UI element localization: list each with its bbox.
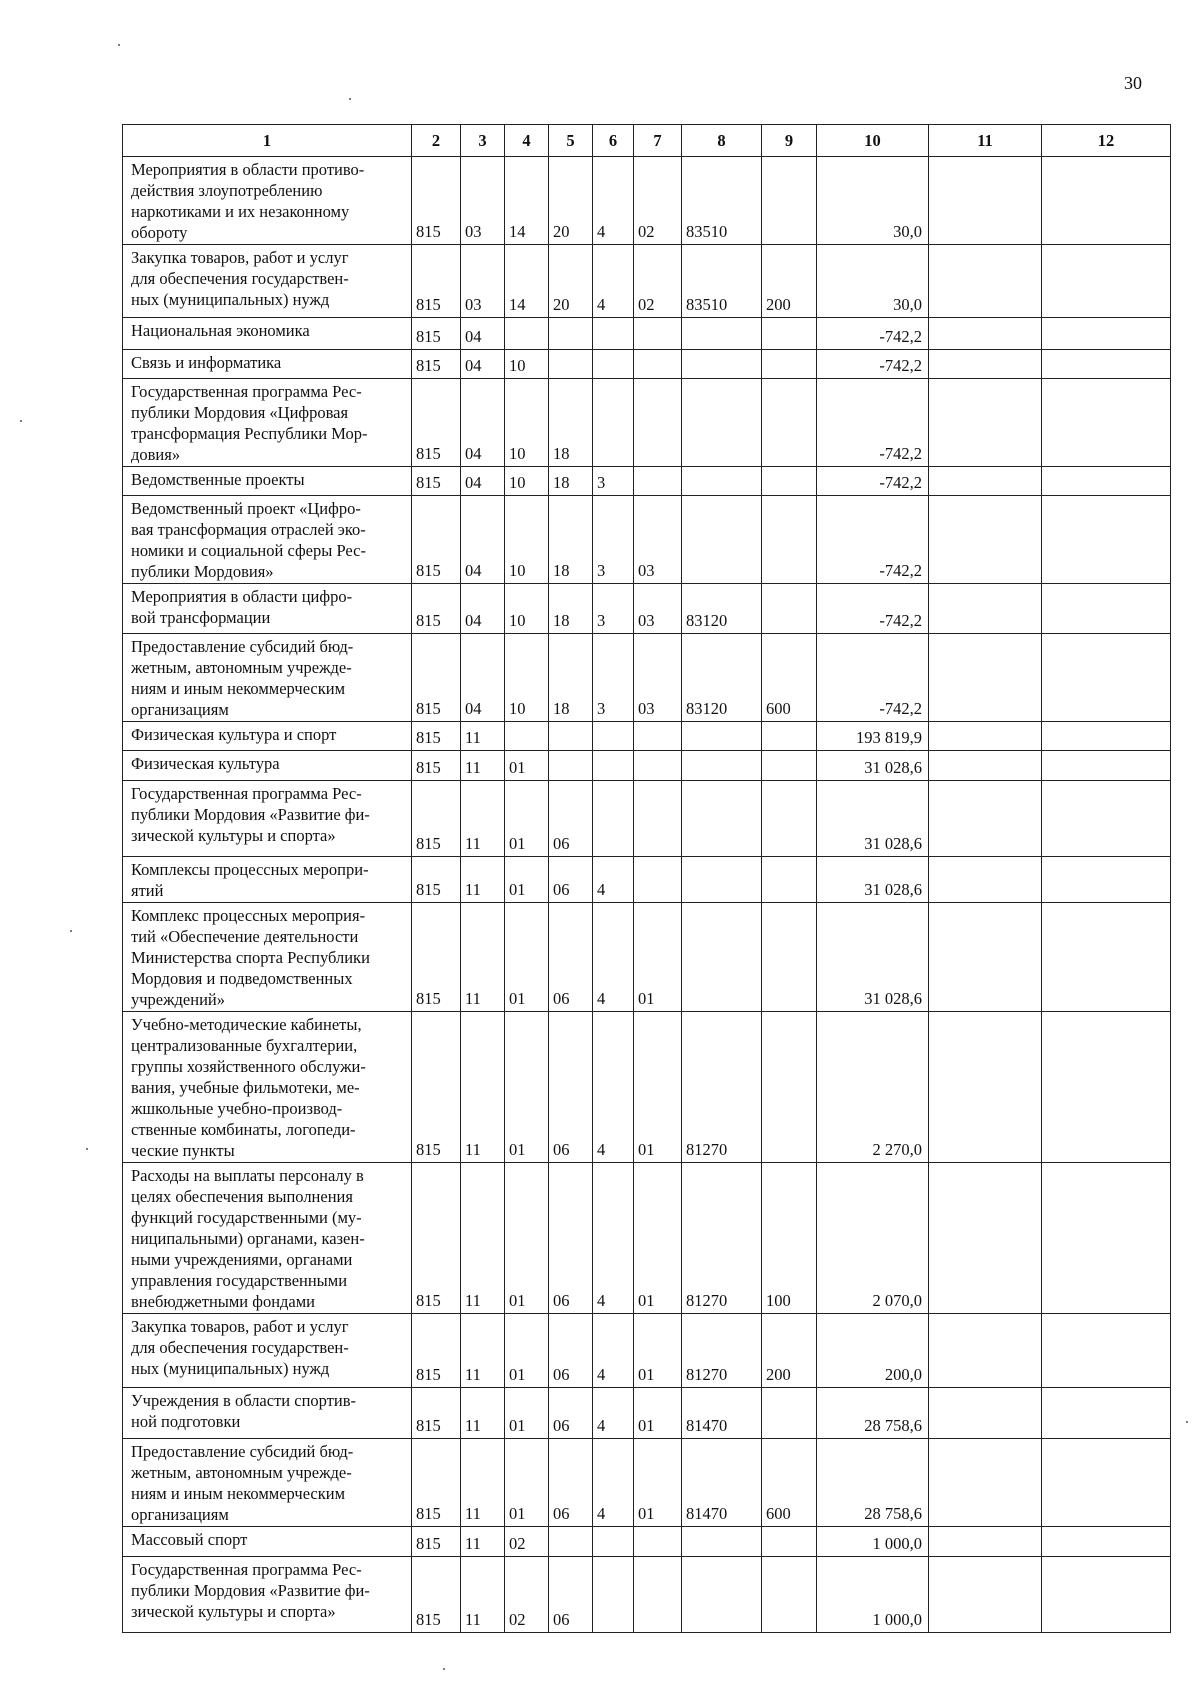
cell-col-3: 04 (461, 318, 505, 350)
cell-col-12 (1042, 1388, 1171, 1439)
cell-col-5 (549, 751, 593, 781)
cell-col-2: 815 (412, 496, 461, 584)
table-row (123, 1527, 1171, 1557)
cell-col-8 (682, 350, 762, 379)
row-name-cell: Физическая культура (123, 751, 412, 781)
cell-col-6: 3 (593, 634, 634, 722)
cell-col-11 (929, 1163, 1042, 1314)
cell-col-7: 01 (634, 903, 682, 1012)
cell-col-7 (634, 379, 682, 467)
cell-col-12 (1042, 857, 1171, 903)
row-name-cell: Физическая культура и спорт (123, 722, 412, 751)
cell-col-4: 10 (505, 584, 549, 634)
cell-col-12 (1042, 634, 1171, 722)
cell-col-5: 06 (549, 1163, 593, 1314)
cell-col-7: 01 (634, 1314, 682, 1388)
scan-speck (118, 44, 120, 46)
cell-col-4: 02 (505, 1557, 549, 1633)
cell-col-12 (1042, 379, 1171, 467)
cell-col-11 (929, 1012, 1042, 1163)
cell-col-11 (929, 1557, 1042, 1633)
cell-col-9: 600 (762, 634, 817, 722)
cell-col-4: 10 (505, 379, 549, 467)
cell-col-3: 11 (461, 1388, 505, 1439)
cell-col-11 (929, 496, 1042, 584)
cell-col-12 (1042, 903, 1171, 1012)
cell-col-5: 06 (549, 1012, 593, 1163)
table-row (123, 722, 1171, 751)
table-row (123, 584, 1171, 634)
cell-col-4: 14 (505, 245, 549, 318)
cell-col-3: 11 (461, 857, 505, 903)
cell-col-5: 06 (549, 1314, 593, 1388)
cell-col-6: 4 (593, 245, 634, 318)
row-name-cell: Ведомственный проект «Цифро- вая трансформация отраслей эко- номики и социальной сферы Рес- публики Мордовия» (123, 496, 412, 584)
cell-col-3: 11 (461, 722, 505, 751)
cell-col-9 (762, 1012, 817, 1163)
cell-col-10: 28 758,6 (817, 1439, 929, 1527)
table-row (123, 634, 1171, 722)
cell-col-8 (682, 781, 762, 857)
cell-col-2: 815 (412, 634, 461, 722)
cell-col-3: 03 (461, 245, 505, 318)
cell-col-5 (549, 722, 593, 751)
column-header: 9 (762, 125, 817, 157)
cell-col-3: 03 (461, 157, 505, 245)
cell-col-6: 4 (593, 1163, 634, 1314)
cell-col-11 (929, 903, 1042, 1012)
cell-col-4: 01 (505, 781, 549, 857)
cell-col-7: 01 (634, 1388, 682, 1439)
cell-col-2: 815 (412, 467, 461, 496)
row-name-cell: Государственная программа Рес- публики Мордовия «Развитие фи- зической культуры и спорта» (123, 781, 412, 857)
cell-col-8: 83510 (682, 245, 762, 318)
cell-col-3: 11 (461, 751, 505, 781)
cell-col-12 (1042, 1012, 1171, 1163)
cell-col-8 (682, 722, 762, 751)
cell-col-5: 06 (549, 903, 593, 1012)
cell-col-6: 4 (593, 1388, 634, 1439)
cell-col-9 (762, 157, 817, 245)
cell-col-10: 30,0 (817, 245, 929, 318)
cell-col-5: 18 (549, 379, 593, 467)
cell-col-6 (593, 1527, 634, 1557)
cell-col-11 (929, 1314, 1042, 1388)
cell-col-3: 04 (461, 584, 505, 634)
cell-col-10: 31 028,6 (817, 751, 929, 781)
cell-col-11 (929, 857, 1042, 903)
column-header: 5 (549, 125, 593, 157)
cell-col-8: 81470 (682, 1388, 762, 1439)
cell-col-7: 03 (634, 496, 682, 584)
cell-col-6: 3 (593, 467, 634, 496)
cell-col-8: 83120 (682, 634, 762, 722)
cell-col-7 (634, 857, 682, 903)
row-name-cell: Комплексы процессных меропри- ятий (123, 857, 412, 903)
cell-col-12 (1042, 467, 1171, 496)
cell-col-12 (1042, 1557, 1171, 1633)
cell-col-10: 2 270,0 (817, 1012, 929, 1163)
cell-col-12 (1042, 496, 1171, 584)
column-header: 10 (817, 125, 929, 157)
row-name-cell: Комплекс процессных мероприя- тий «Обеспечение деятельности Министерства спорта Республики Мордовия и подведомственных учреждений» (123, 903, 412, 1012)
cell-col-6: 4 (593, 857, 634, 903)
cell-col-5 (549, 318, 593, 350)
table-row (123, 903, 1171, 1012)
cell-col-5: 06 (549, 1557, 593, 1633)
cell-col-6: 4 (593, 157, 634, 245)
cell-col-6: 4 (593, 1439, 634, 1527)
cell-col-8 (682, 1557, 762, 1633)
cell-col-9: 100 (762, 1163, 817, 1314)
cell-col-5: 20 (549, 245, 593, 318)
table-row (123, 751, 1171, 781)
table-row (123, 1557, 1171, 1633)
cell-col-3: 11 (461, 1527, 505, 1557)
cell-col-10: 200,0 (817, 1314, 929, 1388)
cell-col-12 (1042, 318, 1171, 350)
cell-col-12 (1042, 584, 1171, 634)
column-header: 4 (505, 125, 549, 157)
cell-col-3: 04 (461, 350, 505, 379)
cell-col-8 (682, 496, 762, 584)
column-header: 12 (1042, 125, 1171, 157)
cell-col-6: 3 (593, 584, 634, 634)
cell-col-4: 01 (505, 857, 549, 903)
row-name-cell: Национальная экономика (123, 318, 412, 350)
cell-col-3: 04 (461, 467, 505, 496)
cell-col-11 (929, 584, 1042, 634)
cell-col-9 (762, 584, 817, 634)
cell-col-5: 06 (549, 1388, 593, 1439)
cell-col-2: 815 (412, 1557, 461, 1633)
cell-col-2: 815 (412, 350, 461, 379)
cell-col-10: 1 000,0 (817, 1527, 929, 1557)
cell-col-10: 31 028,6 (817, 781, 929, 857)
cell-col-7 (634, 1557, 682, 1633)
row-name-cell: Учебно-методические кабинеты, централизованные бухгалтерии, группы хозяйственного обслужи- вания, учебные фильмотеки, ме- жшкольные учебно-производ- ственные комбинаты, логопеди- ческие пункты (123, 1012, 412, 1163)
cell-col-6 (593, 751, 634, 781)
cell-col-11 (929, 751, 1042, 781)
cell-col-6 (593, 350, 634, 379)
cell-col-10: 31 028,6 (817, 903, 929, 1012)
budget-table (122, 124, 1171, 1633)
row-name-cell: Закупка товаров, работ и услуг для обеспечения государствен- ных (муниципальных) нужд (123, 245, 412, 318)
cell-col-2: 815 (412, 318, 461, 350)
cell-col-10: -742,2 (817, 634, 929, 722)
cell-col-9 (762, 1388, 817, 1439)
cell-col-5: 18 (549, 584, 593, 634)
cell-col-3: 11 (461, 781, 505, 857)
row-name-cell: Массовый спорт (123, 1527, 412, 1557)
cell-col-2: 815 (412, 245, 461, 318)
cell-col-9 (762, 781, 817, 857)
table-row (123, 1012, 1171, 1163)
cell-col-2: 815 (412, 157, 461, 245)
cell-col-4: 01 (505, 1388, 549, 1439)
cell-col-5: 06 (549, 857, 593, 903)
cell-col-5: 20 (549, 157, 593, 245)
cell-col-2: 815 (412, 1314, 461, 1388)
cell-col-9: 600 (762, 1439, 817, 1527)
cell-col-8 (682, 857, 762, 903)
cell-col-10: -742,2 (817, 584, 929, 634)
scan-speck (20, 420, 22, 422)
cell-col-4: 10 (505, 496, 549, 584)
cell-col-11 (929, 157, 1042, 245)
cell-col-4: 14 (505, 157, 549, 245)
cell-col-2: 815 (412, 1163, 461, 1314)
cell-col-6: 4 (593, 1314, 634, 1388)
cell-col-4 (505, 722, 549, 751)
cell-col-10: 28 758,6 (817, 1388, 929, 1439)
cell-col-6 (593, 781, 634, 857)
column-header: 3 (461, 125, 505, 157)
cell-col-12 (1042, 722, 1171, 751)
cell-col-8 (682, 903, 762, 1012)
cell-col-3: 04 (461, 379, 505, 467)
cell-col-6 (593, 318, 634, 350)
cell-col-9 (762, 379, 817, 467)
column-header: 1 (123, 125, 412, 157)
cell-col-6: 3 (593, 496, 634, 584)
row-name-cell: Закупка товаров, работ и услуг для обеспечения государствен- ных (муниципальных) нужд (123, 1314, 412, 1388)
page-number: 30 (1124, 73, 1142, 93)
table-row (123, 781, 1171, 857)
cell-col-9 (762, 350, 817, 379)
cell-col-11 (929, 1439, 1042, 1527)
cell-col-2: 815 (412, 857, 461, 903)
cell-col-12 (1042, 245, 1171, 318)
table-row (123, 350, 1171, 379)
column-header: 7 (634, 125, 682, 157)
cell-col-8: 83120 (682, 584, 762, 634)
row-name-cell: Учреждения в области спортив- ной подготовки (123, 1388, 412, 1439)
cell-col-6: 4 (593, 903, 634, 1012)
row-name-cell: Мероприятия в области цифро- вой трансформации (123, 584, 412, 634)
cell-col-7: 01 (634, 1439, 682, 1527)
cell-col-9: 200 (762, 245, 817, 318)
row-name-cell: Государственная программа Рес- публики Мордовия «Цифровая трансформация Республики Мор- довия» (123, 379, 412, 467)
cell-col-6 (593, 722, 634, 751)
cell-col-11 (929, 379, 1042, 467)
column-header: 11 (929, 125, 1042, 157)
table-row (123, 379, 1171, 467)
cell-col-5: 06 (549, 1439, 593, 1527)
cell-col-7: 03 (634, 584, 682, 634)
table-row (123, 1314, 1171, 1388)
cell-col-11 (929, 318, 1042, 350)
cell-col-9 (762, 318, 817, 350)
cell-col-12 (1042, 1439, 1171, 1527)
cell-col-2: 815 (412, 584, 461, 634)
cell-col-5: 18 (549, 496, 593, 584)
cell-col-7 (634, 467, 682, 496)
cell-col-7: 02 (634, 245, 682, 318)
cell-col-2: 815 (412, 1439, 461, 1527)
table-row (123, 496, 1171, 584)
cell-col-3: 11 (461, 1163, 505, 1314)
cell-col-3: 11 (461, 1012, 505, 1163)
cell-col-4: 02 (505, 1527, 549, 1557)
cell-col-4: 01 (505, 751, 549, 781)
cell-col-3: 11 (461, 1557, 505, 1633)
cell-col-9 (762, 496, 817, 584)
cell-col-2: 815 (412, 1527, 461, 1557)
scan-speck (1186, 1421, 1188, 1423)
cell-col-7: 03 (634, 634, 682, 722)
cell-col-2: 815 (412, 722, 461, 751)
cell-col-9 (762, 467, 817, 496)
table-header-row (123, 125, 1171, 157)
cell-col-10: 30,0 (817, 157, 929, 245)
cell-col-9 (762, 1557, 817, 1633)
cell-col-2: 815 (412, 1012, 461, 1163)
cell-col-10: 2 070,0 (817, 1163, 929, 1314)
cell-col-5: 06 (549, 781, 593, 857)
row-name-cell: Государственная программа Рес- публики Мордовия «Развитие фи- зической культуры и спорта» (123, 1557, 412, 1633)
cell-col-4: 10 (505, 350, 549, 379)
cell-col-7 (634, 781, 682, 857)
table-row (123, 1163, 1171, 1314)
scan-speck (349, 98, 351, 100)
table-row (123, 1388, 1171, 1439)
cell-col-11 (929, 1388, 1042, 1439)
cell-col-5 (549, 1527, 593, 1557)
table-row (123, 157, 1171, 245)
cell-col-6 (593, 1557, 634, 1633)
cell-col-7 (634, 318, 682, 350)
cell-col-11 (929, 634, 1042, 722)
cell-col-4: 01 (505, 1439, 549, 1527)
cell-col-8: 81270 (682, 1012, 762, 1163)
cell-col-12 (1042, 751, 1171, 781)
cell-col-3: 04 (461, 634, 505, 722)
cell-col-4 (505, 318, 549, 350)
table-row (123, 245, 1171, 318)
row-name-cell: Ведомственные проекты (123, 467, 412, 496)
cell-col-5 (549, 350, 593, 379)
cell-col-12 (1042, 1527, 1171, 1557)
table-row (123, 857, 1171, 903)
table-row (123, 467, 1171, 496)
cell-col-12 (1042, 1314, 1171, 1388)
cell-col-4: 01 (505, 1012, 549, 1163)
cell-col-11 (929, 722, 1042, 751)
scan-speck (70, 930, 72, 932)
cell-col-12 (1042, 350, 1171, 379)
cell-col-10: -742,2 (817, 318, 929, 350)
cell-col-10: -742,2 (817, 350, 929, 379)
cell-col-9 (762, 751, 817, 781)
cell-col-8 (682, 751, 762, 781)
cell-col-7 (634, 1527, 682, 1557)
cell-col-10: 31 028,6 (817, 857, 929, 903)
cell-col-10: -742,2 (817, 379, 929, 467)
cell-col-6 (593, 379, 634, 467)
cell-col-2: 815 (412, 781, 461, 857)
row-name-cell: Предоставление субсидий бюд- жетным, автономным учрежде- ниям и иным некоммерческим организациям (123, 634, 412, 722)
cell-col-4: 01 (505, 903, 549, 1012)
cell-col-8 (682, 379, 762, 467)
table-row (123, 318, 1171, 350)
cell-col-7: 01 (634, 1012, 682, 1163)
cell-col-8 (682, 467, 762, 496)
cell-col-10: 193 819,9 (817, 722, 929, 751)
row-name-cell: Связь и информатика (123, 350, 412, 379)
cell-col-10: 1 000,0 (817, 1557, 929, 1633)
row-name-cell: Расходы на выплаты персоналу в целях обеспечения выполнения функций государственными (му- ниципальными) органами, казен- ными учреждениями, органами управления государственными внебюджетными фондами (123, 1163, 412, 1314)
cell-col-12 (1042, 1163, 1171, 1314)
column-header: 6 (593, 125, 634, 157)
cell-col-2: 815 (412, 1388, 461, 1439)
cell-col-4: 10 (505, 467, 549, 496)
cell-col-10: -742,2 (817, 496, 929, 584)
cell-col-3: 11 (461, 903, 505, 1012)
cell-col-10: -742,2 (817, 467, 929, 496)
cell-col-2: 815 (412, 751, 461, 781)
cell-col-5: 18 (549, 634, 593, 722)
scan-speck (443, 1668, 445, 1670)
cell-col-4: 01 (505, 1314, 549, 1388)
cell-col-5: 18 (549, 467, 593, 496)
cell-col-7: 02 (634, 157, 682, 245)
cell-col-8: 81470 (682, 1439, 762, 1527)
cell-col-9 (762, 1527, 817, 1557)
scan-speck (86, 1148, 88, 1150)
row-name-cell: Предоставление субсидий бюд- жетным, автономным учрежде- ниям и иным некоммерческим организациям (123, 1439, 412, 1527)
cell-col-6: 4 (593, 1012, 634, 1163)
cell-col-3: 11 (461, 1314, 505, 1388)
cell-col-7 (634, 350, 682, 379)
cell-col-11 (929, 781, 1042, 857)
row-name-cell: Мероприятия в области противо- действия злоупотреблению наркотиками и их незаконному обороту (123, 157, 412, 245)
cell-col-11 (929, 245, 1042, 318)
cell-col-4: 10 (505, 634, 549, 722)
cell-col-8: 81270 (682, 1163, 762, 1314)
cell-col-9 (762, 903, 817, 1012)
cell-col-8 (682, 318, 762, 350)
cell-col-11 (929, 467, 1042, 496)
column-header: 8 (682, 125, 762, 157)
table-row (123, 1439, 1171, 1527)
cell-col-11 (929, 1527, 1042, 1557)
cell-col-2: 815 (412, 379, 461, 467)
cell-col-9: 200 (762, 1314, 817, 1388)
cell-col-8 (682, 1527, 762, 1557)
cell-col-8: 81270 (682, 1314, 762, 1388)
cell-col-12 (1042, 157, 1171, 245)
cell-col-7 (634, 722, 682, 751)
table-body (123, 157, 1171, 1633)
cell-col-8: 83510 (682, 157, 762, 245)
cell-col-7: 01 (634, 1163, 682, 1314)
column-header: 2 (412, 125, 461, 157)
cell-col-12 (1042, 781, 1171, 857)
cell-col-11 (929, 350, 1042, 379)
cell-col-2: 815 (412, 903, 461, 1012)
cell-col-4: 01 (505, 1163, 549, 1314)
cell-col-3: 11 (461, 1439, 505, 1527)
cell-col-9 (762, 857, 817, 903)
cell-col-3: 04 (461, 496, 505, 584)
cell-col-7 (634, 751, 682, 781)
cell-col-9 (762, 722, 817, 751)
